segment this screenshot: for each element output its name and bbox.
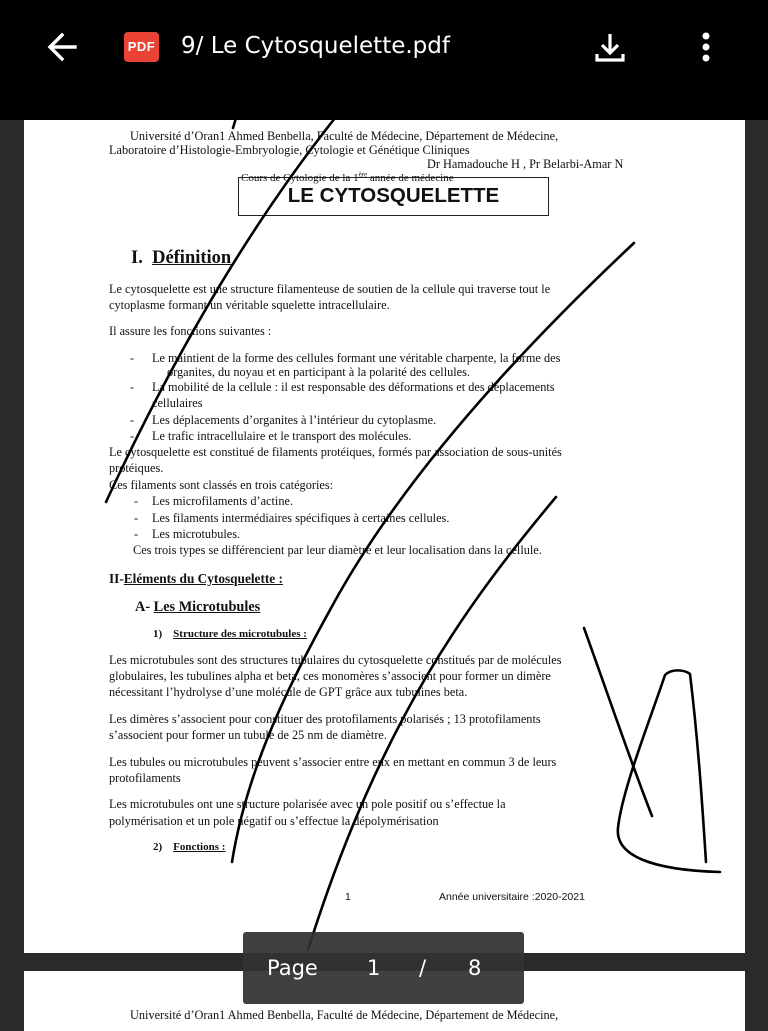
structure-heading: 1) Structure des microtubules :: [153, 628, 307, 640]
pdf-file-icon: PDF: [124, 32, 159, 62]
bullet-text: cellulaires: [152, 396, 203, 410]
bullet-dash: -: [130, 413, 135, 427]
download-icon[interactable]: [590, 28, 630, 68]
bullet-text: Le trafic intracellulaire et le transport des molécules.: [152, 429, 412, 443]
structure-text-line: Les microtubules sont des structures tubulaires du cytosquelette constitués par de molécules: [109, 653, 562, 667]
total-pages: 8: [468, 956, 482, 980]
current-page: 1: [367, 956, 381, 980]
bullet-dash: -: [134, 511, 139, 525]
structure-text-line: polymérisation et un pole négatif ou s’effectue la dépolymérisation: [109, 814, 439, 828]
section-2-heading: II-Eléments du Cytosquelette :: [109, 571, 283, 586]
definition-text-line: Le cytosquelette est une structure filamenteuse de soutien de la cellule qui traverse tout le: [109, 282, 551, 296]
composition-text-line: protéiques.: [109, 461, 164, 475]
header-authors: Dr Hamadouche H , Pr Belarbi-Amar N: [427, 157, 624, 171]
bullet-dash: -: [130, 380, 135, 394]
bullet-dash: -: [130, 429, 135, 443]
header-line-1: Université d’Oran1 Ahmed Benbella, Faculté de Médecine, Département de Médecine,: [130, 1008, 559, 1022]
bullet-dash: -: [130, 351, 135, 365]
academic-year: Année universitaire :2020-2021: [439, 891, 585, 903]
structure-text-line: Les dimères s’associent pour constituer des protofilaments polarisés ; 13 protofilaments: [109, 712, 541, 726]
composition-text-line: Le cytosquelette est constitué de filaments protéiques, formés par association de sous-unités: [109, 445, 562, 459]
file-title: 9/ Le Cytosquelette.pdf: [181, 33, 450, 59]
category-item: Les filaments intermédiaires spécifiques à certaines cellules.: [152, 511, 450, 525]
bullet-text: La mobilité de la cellule : il est responsable des déformations et des déplacements: [152, 380, 555, 394]
structure-text-line: globulaires, les tubulines alpha et beta, ces monomères s’associent pour former un dimère: [109, 669, 551, 683]
categories-intro: Ces filaments sont classés en trois catégories:: [109, 478, 334, 492]
app-bar: [0, 0, 768, 120]
page-label: Page: [267, 956, 318, 980]
bullet-dash: -: [134, 494, 139, 508]
document-title: LE CYTOSQUELETTE: [287, 184, 500, 207]
subsection-a-heading: A- Les Microtubules: [135, 599, 261, 615]
functions-intro: Il assure les fonctions suivantes :: [109, 324, 272, 338]
bullet-text: Le maintient de la forme des cellules formant une véritable charpente, la forme des: [152, 351, 561, 365]
pdf-page-1[interactable]: [24, 120, 745, 953]
page-separator: /: [419, 956, 427, 980]
page-number: 1: [345, 891, 351, 903]
bullet-text: Les déplacements d’organites à l’intérieur du cytoplasme.: [152, 413, 437, 427]
structure-text-line: s’associent pour former un tubule de 25 nm de diamètre.: [109, 728, 387, 742]
course-line: Cours de Cytologie de la 1ère année de médecine: [241, 170, 454, 184]
structure-text-line: nécessitant l’hydrolyse d’une molécule de GPT grâce aux tubulines beta.: [109, 685, 468, 699]
structure-text-line: Les tubules ou microtubules peuvent s’associer entre eux en mettant en commun 3 de leurs: [109, 755, 557, 769]
section-1-heading: I. Définition: [131, 248, 232, 268]
header-line-1: Université d’Oran1 Ahmed Benbella, Faculté de Médecine, Département de Médecine,: [130, 129, 559, 143]
back-arrow-icon[interactable]: [42, 27, 82, 67]
page-indicator: [243, 932, 524, 1004]
bullet-dash: -: [134, 527, 139, 541]
categories-summary: Ces trois types se différencient par leur diamètre et leur localisation dans la cellule.: [133, 543, 542, 557]
structure-text-line: Les microtubules ont une structure polarisée avec un pole positif ou s’effectue la: [109, 797, 506, 811]
functions-heading: 2) Fonctions :: [153, 841, 226, 853]
category-item: Les microfilaments d’actine.: [152, 494, 294, 508]
category-item: Les microtubules.: [152, 527, 241, 541]
definition-text-line: cytoplasme formant un véritable squelette intracellulaire.: [109, 298, 390, 312]
more-vert-icon[interactable]: [688, 28, 724, 68]
bullet-text: organites, du noyau et en participant à la polarité des cellules.: [167, 365, 470, 379]
header-line-2: Laboratoire d’Histologie-Embryologie, Cytologie et Génétique Cliniques: [109, 143, 470, 157]
structure-text-line: protofilaments: [109, 771, 181, 785]
